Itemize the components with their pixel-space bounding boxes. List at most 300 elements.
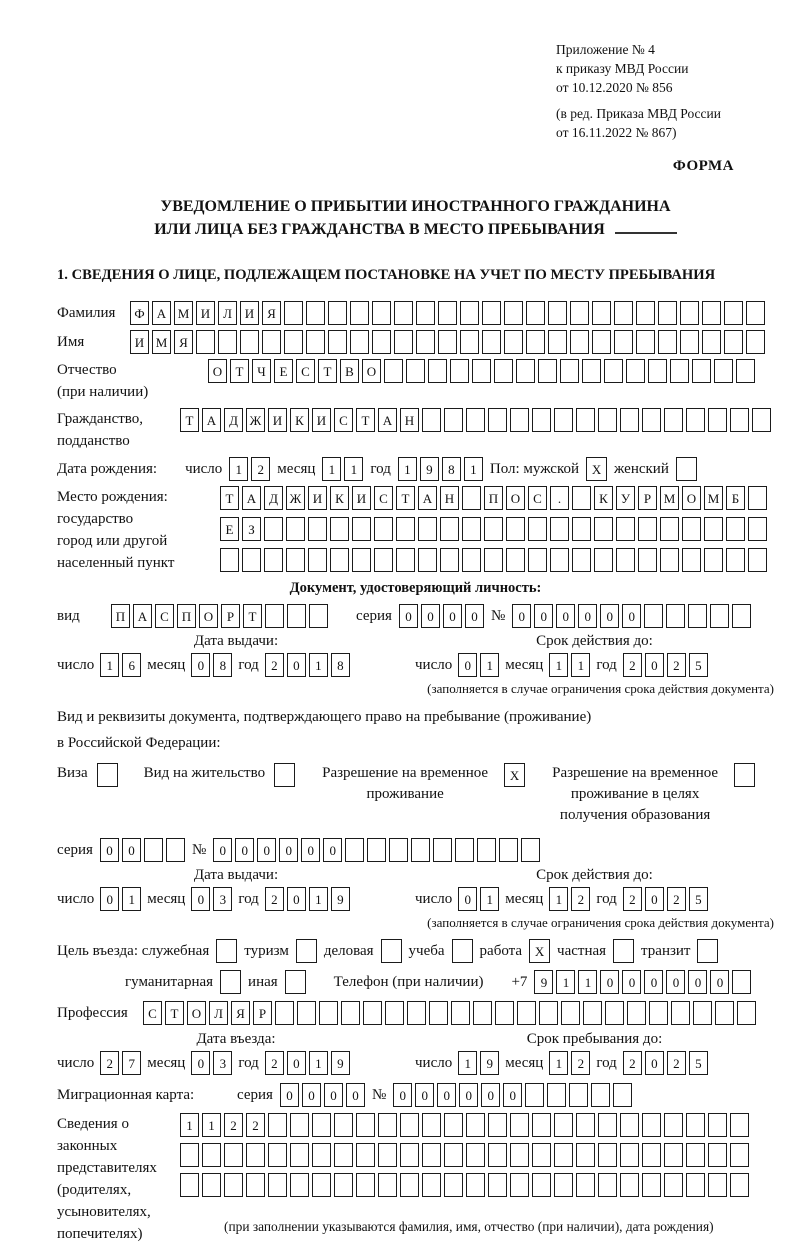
form-cell[interactable] — [598, 1113, 617, 1137]
form-cell[interactable] — [644, 604, 663, 628]
form-cell[interactable]: С — [143, 1001, 162, 1025]
form-cell[interactable] — [400, 1173, 419, 1197]
form-cell[interactable]: 1 — [398, 457, 417, 481]
form-cell[interactable] — [620, 408, 639, 432]
form-cell[interactable] — [693, 1001, 712, 1025]
form-cell[interactable] — [548, 301, 567, 325]
form-cell[interactable]: И — [240, 301, 259, 325]
form-cell[interactable] — [220, 970, 241, 994]
form-cell[interactable]: 2 — [265, 653, 284, 677]
form-cell[interactable] — [532, 1113, 551, 1137]
form-cell[interactable] — [638, 517, 657, 541]
form-cell[interactable]: Ф — [130, 301, 149, 325]
form-cell[interactable] — [396, 517, 415, 541]
form-cell[interactable]: 0 — [688, 970, 707, 994]
form-cell[interactable] — [532, 408, 551, 432]
form-cell[interactable] — [658, 330, 677, 354]
form-cell[interactable]: А — [418, 486, 437, 510]
form-cell[interactable] — [528, 517, 547, 541]
form-cell[interactable]: 0 — [323, 838, 342, 862]
form-cell[interactable]: 1 — [578, 970, 597, 994]
form-cell[interactable] — [389, 838, 408, 862]
form-cell[interactable] — [444, 1143, 463, 1167]
form-cell[interactable] — [285, 970, 306, 994]
form-cell[interactable] — [385, 1001, 404, 1025]
form-cell[interactable] — [400, 1113, 419, 1137]
form-cell[interactable] — [350, 301, 369, 325]
form-cell[interactable]: 7 — [122, 1051, 141, 1075]
form-cell[interactable]: 0 — [122, 838, 141, 862]
form-cell[interactable]: К — [594, 486, 613, 510]
form-cell[interactable]: 5 — [689, 1051, 708, 1075]
form-cell[interactable] — [166, 838, 185, 862]
form-cell[interactable] — [444, 408, 463, 432]
form-cell[interactable] — [352, 517, 371, 541]
form-cell[interactable] — [216, 939, 237, 963]
form-cell[interactable]: 0 — [556, 604, 575, 628]
form-cell[interactable] — [374, 517, 393, 541]
form-cell[interactable] — [352, 548, 371, 572]
form-cell[interactable] — [345, 838, 364, 862]
form-cell[interactable] — [450, 359, 469, 383]
form-cell[interactable] — [660, 548, 679, 572]
form-cell[interactable]: А — [378, 408, 397, 432]
form-cell[interactable] — [734, 763, 755, 787]
form-cell[interactable]: Я — [231, 1001, 250, 1025]
form-cell[interactable] — [341, 1001, 360, 1025]
form-cell[interactable] — [495, 1001, 514, 1025]
form-cell[interactable]: X — [504, 763, 525, 787]
form-cell[interactable] — [422, 1173, 441, 1197]
form-cell[interactable] — [532, 1143, 551, 1167]
form-cell[interactable] — [554, 1113, 573, 1137]
form-cell[interactable] — [697, 939, 718, 963]
form-cell[interactable] — [613, 1083, 632, 1107]
form-cell[interactable] — [286, 548, 305, 572]
form-cell[interactable] — [591, 1083, 610, 1107]
form-cell[interactable] — [598, 1143, 617, 1167]
form-cell[interactable]: 0 — [437, 1083, 456, 1107]
form-cell[interactable] — [330, 548, 349, 572]
form-cell[interactable]: 0 — [287, 653, 306, 677]
form-cell[interactable] — [460, 301, 479, 325]
form-cell[interactable] — [636, 301, 655, 325]
form-cell[interactable]: 8 — [213, 653, 232, 677]
form-cell[interactable] — [378, 1113, 397, 1137]
form-cell[interactable] — [274, 763, 295, 787]
form-cell[interactable]: 0 — [443, 604, 462, 628]
form-cell[interactable] — [422, 408, 441, 432]
form-cell[interactable] — [576, 1173, 595, 1197]
form-cell[interactable] — [539, 1001, 558, 1025]
form-cell[interactable] — [676, 457, 697, 481]
form-cell[interactable]: Ж — [246, 408, 265, 432]
form-cell[interactable]: 0 — [600, 604, 619, 628]
form-cell[interactable]: 0 — [666, 970, 685, 994]
form-cell[interactable]: С — [528, 486, 547, 510]
form-cell[interactable] — [592, 330, 611, 354]
form-cell[interactable]: С — [334, 408, 353, 432]
form-cell[interactable]: 3 — [213, 887, 232, 911]
form-cell[interactable] — [350, 330, 369, 354]
form-cell[interactable] — [406, 359, 425, 383]
form-cell[interactable]: С — [296, 359, 315, 383]
form-cell[interactable] — [312, 1143, 331, 1167]
form-cell[interactable] — [268, 1143, 287, 1167]
form-cell[interactable]: А — [202, 408, 221, 432]
form-cell[interactable] — [570, 301, 589, 325]
form-cell[interactable]: Р — [638, 486, 657, 510]
form-cell[interactable] — [708, 408, 727, 432]
form-cell[interactable] — [572, 548, 591, 572]
form-cell[interactable] — [482, 330, 501, 354]
form-cell[interactable]: 0 — [346, 1083, 365, 1107]
form-cell[interactable]: 1 — [309, 1051, 328, 1075]
form-cell[interactable]: 0 — [235, 838, 254, 862]
form-cell[interactable]: 2 — [571, 1051, 590, 1075]
form-cell[interactable] — [438, 330, 457, 354]
form-cell[interactable] — [620, 1113, 639, 1137]
form-cell[interactable] — [440, 517, 459, 541]
form-cell[interactable] — [664, 1173, 683, 1197]
form-cell[interactable]: А — [133, 604, 152, 628]
form-cell[interactable] — [594, 548, 613, 572]
form-cell[interactable]: 2 — [265, 1051, 284, 1075]
form-cell[interactable] — [477, 838, 496, 862]
form-cell[interactable] — [572, 486, 591, 510]
form-cell[interactable]: Н — [400, 408, 419, 432]
form-cell[interactable]: 3 — [213, 1051, 232, 1075]
form-cell[interactable]: 0 — [100, 887, 119, 911]
form-cell[interactable]: X — [529, 939, 550, 963]
form-cell[interactable]: А — [242, 486, 261, 510]
form-cell[interactable] — [732, 970, 751, 994]
form-cell[interactable] — [582, 359, 601, 383]
form-cell[interactable]: 8 — [442, 457, 461, 481]
form-cell[interactable] — [356, 1173, 375, 1197]
form-cell[interactable]: Я — [174, 330, 193, 354]
form-cell[interactable]: 1 — [480, 887, 499, 911]
form-cell[interactable]: Т — [230, 359, 249, 383]
form-cell[interactable] — [532, 1173, 551, 1197]
form-cell[interactable] — [521, 838, 540, 862]
form-cell[interactable]: Т — [243, 604, 262, 628]
form-cell[interactable] — [572, 517, 591, 541]
form-cell[interactable] — [614, 330, 633, 354]
form-cell[interactable] — [488, 1113, 507, 1137]
form-cell[interactable] — [664, 1113, 683, 1137]
form-cell[interactable] — [374, 548, 393, 572]
form-cell[interactable] — [290, 1173, 309, 1197]
form-cell[interactable]: 0 — [600, 970, 619, 994]
form-cell[interactable] — [460, 330, 479, 354]
form-cell[interactable] — [510, 1113, 529, 1137]
form-cell[interactable] — [444, 1173, 463, 1197]
form-cell[interactable] — [510, 1173, 529, 1197]
form-cell[interactable]: 0 — [191, 653, 210, 677]
form-cell[interactable] — [660, 517, 679, 541]
form-cell[interactable] — [384, 359, 403, 383]
form-cell[interactable] — [748, 548, 767, 572]
form-cell[interactable] — [372, 330, 391, 354]
form-cell[interactable] — [726, 548, 745, 572]
form-cell[interactable]: 0 — [622, 970, 641, 994]
form-cell[interactable] — [702, 330, 721, 354]
form-cell[interactable]: Б — [726, 486, 745, 510]
form-cell[interactable]: X — [586, 457, 607, 481]
form-cell[interactable]: Л — [218, 301, 237, 325]
form-cell[interactable] — [680, 330, 699, 354]
form-cell[interactable]: 0 — [458, 653, 477, 677]
form-cell[interactable]: П — [484, 486, 503, 510]
form-cell[interactable] — [462, 486, 481, 510]
form-cell[interactable] — [548, 330, 567, 354]
form-cell[interactable] — [680, 301, 699, 325]
form-cell[interactable] — [569, 1083, 588, 1107]
form-cell[interactable] — [246, 1143, 265, 1167]
form-cell[interactable] — [284, 301, 303, 325]
form-cell[interactable] — [550, 517, 569, 541]
form-cell[interactable]: 1 — [229, 457, 248, 481]
form-cell[interactable] — [538, 359, 557, 383]
form-cell[interactable] — [473, 1001, 492, 1025]
form-cell[interactable] — [686, 1113, 705, 1137]
form-cell[interactable] — [462, 517, 481, 541]
form-cell[interactable]: 5 — [689, 653, 708, 677]
form-cell[interactable]: 2 — [667, 887, 686, 911]
form-cell[interactable] — [526, 301, 545, 325]
form-cell[interactable] — [284, 330, 303, 354]
form-cell[interactable]: 0 — [458, 887, 477, 911]
form-cell[interactable]: И — [268, 408, 287, 432]
form-cell[interactable] — [429, 1001, 448, 1025]
form-cell[interactable]: 1 — [344, 457, 363, 481]
form-cell[interactable]: 8 — [331, 653, 350, 677]
form-cell[interactable] — [605, 1001, 624, 1025]
form-cell[interactable] — [682, 517, 701, 541]
form-cell[interactable] — [319, 1001, 338, 1025]
form-cell[interactable] — [328, 330, 347, 354]
form-cell[interactable] — [290, 1143, 309, 1167]
form-cell[interactable] — [510, 408, 529, 432]
form-cell[interactable] — [334, 1113, 353, 1137]
form-cell[interactable] — [202, 1143, 221, 1167]
form-cell[interactable]: А — [152, 301, 171, 325]
form-cell[interactable] — [363, 1001, 382, 1025]
form-cell[interactable] — [730, 1173, 749, 1197]
form-cell[interactable]: Л — [209, 1001, 228, 1025]
form-cell[interactable]: О — [187, 1001, 206, 1025]
form-cell[interactable]: 0 — [512, 604, 531, 628]
form-cell[interactable] — [616, 548, 635, 572]
form-cell[interactable] — [704, 517, 723, 541]
form-cell[interactable] — [218, 330, 237, 354]
form-cell[interactable] — [708, 1113, 727, 1137]
form-cell[interactable]: С — [155, 604, 174, 628]
form-cell[interactable] — [242, 548, 261, 572]
form-cell[interactable]: П — [177, 604, 196, 628]
form-cell[interactable] — [180, 1143, 199, 1167]
form-cell[interactable] — [334, 1173, 353, 1197]
form-cell[interactable]: 9 — [534, 970, 553, 994]
form-cell[interactable] — [246, 1173, 265, 1197]
form-cell[interactable]: 1 — [180, 1113, 199, 1137]
form-cell[interactable]: 1 — [549, 887, 568, 911]
form-cell[interactable] — [620, 1143, 639, 1167]
form-cell[interactable]: 2 — [623, 1051, 642, 1075]
form-cell[interactable] — [688, 604, 707, 628]
form-cell[interactable] — [312, 1173, 331, 1197]
form-cell[interactable] — [510, 1143, 529, 1167]
form-cell[interactable]: 5 — [689, 887, 708, 911]
form-cell[interactable] — [642, 1173, 661, 1197]
form-cell[interactable]: 0 — [421, 604, 440, 628]
form-cell[interactable]: 9 — [480, 1051, 499, 1075]
form-cell[interactable] — [428, 359, 447, 383]
form-cell[interactable] — [356, 1143, 375, 1167]
form-cell[interactable] — [598, 1173, 617, 1197]
form-cell[interactable] — [682, 548, 701, 572]
form-cell[interactable]: Т — [396, 486, 415, 510]
form-cell[interactable]: 0 — [644, 970, 663, 994]
form-cell[interactable] — [330, 517, 349, 541]
form-cell[interactable]: Т — [180, 408, 199, 432]
form-cell[interactable] — [422, 1113, 441, 1137]
form-cell[interactable]: 0 — [280, 1083, 299, 1107]
form-cell[interactable]: И — [130, 330, 149, 354]
form-cell[interactable] — [583, 1001, 602, 1025]
form-cell[interactable] — [466, 1173, 485, 1197]
form-cell[interactable] — [746, 301, 765, 325]
form-cell[interactable]: О — [682, 486, 701, 510]
form-cell[interactable] — [560, 359, 579, 383]
form-cell[interactable]: 2 — [667, 653, 686, 677]
form-cell[interactable]: 2 — [265, 887, 284, 911]
form-cell[interactable] — [262, 330, 281, 354]
form-cell[interactable] — [312, 1113, 331, 1137]
form-cell[interactable]: 0 — [191, 887, 210, 911]
form-cell[interactable] — [686, 1143, 705, 1167]
form-cell[interactable] — [664, 1143, 683, 1167]
form-cell[interactable] — [396, 548, 415, 572]
form-cell[interactable] — [488, 1173, 507, 1197]
form-cell[interactable] — [268, 1113, 287, 1137]
form-cell[interactable] — [594, 517, 613, 541]
form-cell[interactable] — [576, 1143, 595, 1167]
form-cell[interactable] — [730, 408, 749, 432]
form-cell[interactable] — [642, 1143, 661, 1167]
form-cell[interactable]: 1 — [556, 970, 575, 994]
form-cell[interactable]: Е — [220, 517, 239, 541]
form-cell[interactable] — [547, 1083, 566, 1107]
form-cell[interactable] — [451, 1001, 470, 1025]
form-cell[interactable] — [636, 330, 655, 354]
form-cell[interactable] — [275, 1001, 294, 1025]
form-cell[interactable]: 2 — [571, 887, 590, 911]
form-cell[interactable] — [708, 1173, 727, 1197]
form-cell[interactable]: К — [330, 486, 349, 510]
form-cell[interactable]: 1 — [464, 457, 483, 481]
form-cell[interactable] — [220, 548, 239, 572]
form-cell[interactable] — [732, 604, 751, 628]
form-cell[interactable]: 0 — [503, 1083, 522, 1107]
form-cell[interactable]: Д — [264, 486, 283, 510]
form-cell[interactable]: 1 — [122, 887, 141, 911]
form-cell[interactable]: К — [290, 408, 309, 432]
form-cell[interactable] — [670, 359, 689, 383]
form-cell[interactable] — [614, 301, 633, 325]
form-cell[interactable] — [224, 1143, 243, 1167]
form-cell[interactable] — [737, 1001, 756, 1025]
form-cell[interactable]: . — [550, 486, 569, 510]
form-cell[interactable] — [306, 301, 325, 325]
form-cell[interactable] — [381, 939, 402, 963]
form-cell[interactable]: У — [616, 486, 635, 510]
form-cell[interactable]: 2 — [251, 457, 270, 481]
form-cell[interactable]: 0 — [415, 1083, 434, 1107]
form-cell[interactable] — [692, 359, 711, 383]
form-cell[interactable] — [554, 1143, 573, 1167]
form-cell[interactable]: 0 — [578, 604, 597, 628]
form-cell[interactable]: 1 — [202, 1113, 221, 1137]
form-cell[interactable]: С — [374, 486, 393, 510]
form-cell[interactable] — [287, 604, 306, 628]
form-cell[interactable]: 0 — [287, 1051, 306, 1075]
form-cell[interactable] — [686, 1173, 705, 1197]
form-cell[interactable]: 0 — [465, 604, 484, 628]
form-cell[interactable]: О — [208, 359, 227, 383]
form-cell[interactable] — [710, 604, 729, 628]
form-cell[interactable]: 1 — [549, 1051, 568, 1075]
form-cell[interactable] — [416, 301, 435, 325]
form-cell[interactable]: 0 — [213, 838, 232, 862]
form-cell[interactable]: 0 — [393, 1083, 412, 1107]
form-cell[interactable] — [526, 330, 545, 354]
form-cell[interactable] — [462, 548, 481, 572]
form-cell[interactable] — [525, 1083, 544, 1107]
form-cell[interactable] — [411, 838, 430, 862]
form-cell[interactable]: 0 — [459, 1083, 478, 1107]
form-cell[interactable] — [144, 838, 163, 862]
form-cell[interactable] — [726, 517, 745, 541]
form-cell[interactable]: М — [660, 486, 679, 510]
form-cell[interactable] — [488, 408, 507, 432]
form-cell[interactable] — [334, 1143, 353, 1167]
form-cell[interactable]: В — [340, 359, 359, 383]
form-cell[interactable]: 0 — [645, 887, 664, 911]
form-cell[interactable] — [407, 1001, 426, 1025]
form-cell[interactable] — [224, 1173, 243, 1197]
form-cell[interactable]: 2 — [224, 1113, 243, 1137]
form-cell[interactable]: 0 — [324, 1083, 343, 1107]
form-cell[interactable] — [328, 301, 347, 325]
form-cell[interactable] — [308, 548, 327, 572]
form-cell[interactable] — [642, 1113, 661, 1137]
form-cell[interactable] — [638, 548, 657, 572]
form-cell[interactable] — [202, 1173, 221, 1197]
form-cell[interactable] — [504, 330, 523, 354]
form-cell[interactable]: 9 — [331, 1051, 350, 1075]
form-cell[interactable]: 1 — [100, 653, 119, 677]
form-cell[interactable] — [297, 1001, 316, 1025]
form-cell[interactable]: 9 — [331, 887, 350, 911]
form-cell[interactable] — [240, 330, 259, 354]
form-cell[interactable]: 2 — [100, 1051, 119, 1075]
form-cell[interactable] — [648, 359, 667, 383]
form-cell[interactable]: 0 — [191, 1051, 210, 1075]
form-cell[interactable]: О — [362, 359, 381, 383]
form-cell[interactable] — [455, 838, 474, 862]
